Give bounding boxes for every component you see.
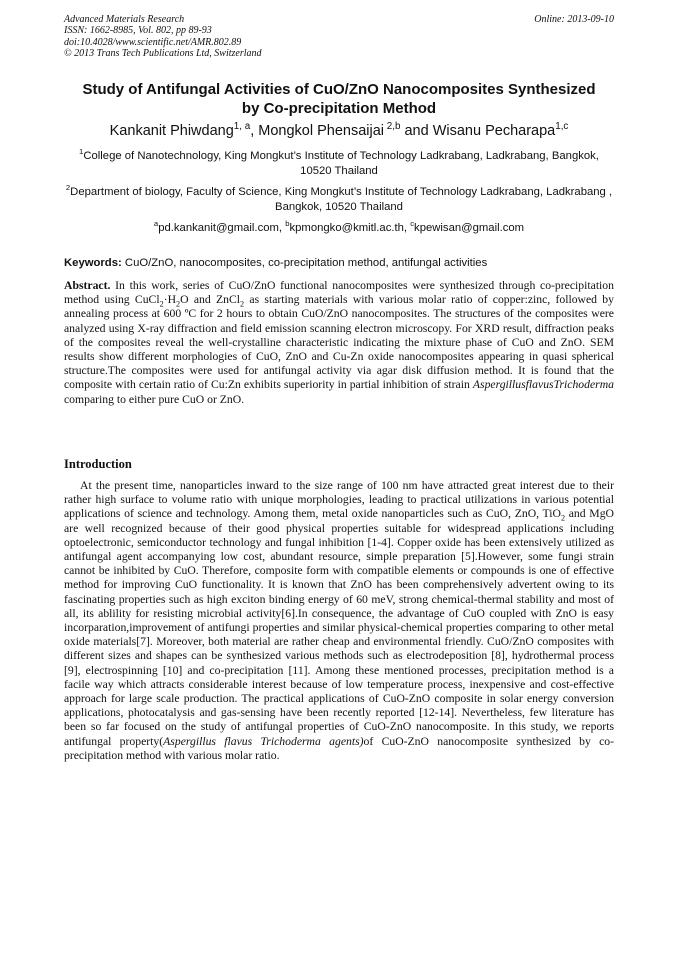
affiliation-1-text: College of Nanotechnology, King Mongkut’s Institute of Technology Ladkrabang, Ladkrabang, Bangkok, 10520 Thailand	[83, 150, 599, 177]
keywords	[64, 256, 614, 270]
email-c-mark: c	[410, 219, 415, 229]
email-separator: ,	[403, 222, 411, 234]
intro-text: and MgO are well recognized because of their good physical properties suitable for widespread applications including optoelectronic, semiconductor technology and fungal inhibition [1-4]. Copper oxide has been extensively utilized as antifungal agent accompanying low cost, abundant resource, simple preparation [5].However, some fungi strain cannot be inhibited by CuO. Therefore, composite form with compatible elements or compounds is one of effective method for improving CuO functionality. It is known that ZnO has been comprehensively advertent owing to its fascinating properties such as high exciton binding energy of 60 meV, strong chemical-thermal stability and most of all, its ablility for resisting microbial activity[6].In consequence, the advantage of CuO coupled with ZnO is easy incorparation,improvement of antifungi properties and similar physical-chemical properties comparing to other metal oxide materials[7]. Moreover, both material are rather cheap and environmental friendly. CuO/ZnO composites with different sizes and shapes can be synthesized various methods such as electrodeposition [8], hydrothermal process [9], electrospinning [10] and co-precipitation [11]. Among these mentioned processes, precipitation method is a facile way which attracts considerable interest because of low temperature process, inexpensive and cost-effective approach for large scale production. The practical applications of CuO-ZnO composite in solar energy conversion applications, photocatalysis and gas-sensing have been recently reported [12-14]. Nevertheless, few literature has been so far focused on the study of antifungal properties of CuO-ZnO nanocomposite. In this study, we reports antifungal property(	[64, 507, 614, 748]
email-c[interactable]: kpewisan@gmail.com	[414, 222, 525, 234]
affiliation-1	[64, 149, 614, 179]
journal-header	[64, 14, 262, 60]
subscript: 2	[159, 299, 164, 309]
abstract-text: comparing to either pure CuO or ZnO.	[64, 392, 245, 406]
email-a[interactable]: pd.kankanit@gmail.com	[158, 222, 279, 234]
journal-copyright: © 2013 Trans Tech Publications Ltd, Switzerland	[64, 48, 262, 60]
section-heading-introduction: Introduction	[64, 457, 132, 471]
abstract	[64, 279, 614, 407]
author-1: Kankanit Phiwdang	[109, 123, 234, 139]
paper-title	[50, 80, 628, 118]
affiliation-2	[64, 185, 614, 215]
abstract-text: O and ZnCl	[180, 293, 241, 307]
journal-issn: ISSN: 1662-8985, Vol. 802, pp 89-93	[64, 25, 212, 37]
journal-name: Advanced Materials Research	[64, 14, 185, 25]
keywords-text: CuO/ZnO, nanocomposites, co-precipitation method, antifungal activities	[121, 257, 488, 269]
email-a-mark: a	[153, 219, 159, 229]
species-name: AspergillusflavusTrichoderma	[472, 378, 614, 392]
abstract-text: In this work, series of CuO/ZnO functional nanocomposites were synthesized through co-precipitation method using CuCl	[64, 279, 614, 307]
subscript: 2	[560, 513, 566, 523]
author-list	[50, 122, 628, 140]
subscript: 2	[240, 299, 245, 309]
abstract-text: as starting materials with various molar ratio of copper:zinc, followed by annealing process at 600 ºC for 2 hours to obtain CuO/ZnO nanocomposites. The structures of the composites were analyzed using X-ray diffraction and field emission scanning electron microscopy. For XRD result, diffraction peaks of the composites reveal the well-crystalline characteristic indicating the mixture phase of CuO and ZnO. SEM results show different morphologies of CuO, ZnO and Cu-Zn oxide nanocomposites appearing in quasi spherical structure.The composites were used for antifungal activity via agar disk diffusion method. It is found that the composite with certain ratio of Cu:Zn exhibits superiority in partial inhibition of strain	[64, 293, 614, 392]
author-separator: and	[400, 123, 433, 139]
author-1-affil: 1, a	[233, 121, 251, 133]
email-b[interactable]: kpmongko@kmitl.ac.th	[289, 222, 404, 234]
affiliation-1-mark: 1	[79, 147, 84, 157]
abstract-label: Abstract.	[64, 279, 111, 292]
email-list	[64, 221, 614, 235]
author-2-affil: 2,b	[384, 121, 401, 133]
keywords-label: Keywords:	[64, 257, 122, 269]
subscript: 2	[176, 299, 181, 309]
title-line-2: by Co-precipitation Method	[241, 100, 437, 117]
author-separator: ,	[250, 123, 259, 139]
author-2: Mongkol Phensaijai	[258, 123, 385, 139]
title-line-1: Study of Antifungal Activities of CuO/ZnO Nanocomposites Synthesized	[82, 81, 596, 98]
intro-text: At the present time, nanoparticles inward to the size range of 100 nm have attracted great interest due to their rather high surface to volume ratio with unique morphologies, leading to practical utilizations in various potential applications of science and technology. Among them, metal oxide nanoparticles such as CuO, ZnO, TiO	[64, 479, 614, 521]
email-separator: ,	[278, 222, 286, 234]
affiliation-2-text: Department of biology, Faculty of Science, King Mongkut’s Institute of Technology Ladkrabang, Ladkrabang , Bangkok, 10520 Thailand	[70, 186, 613, 213]
species-name: Aspergillus flavus Trichoderma agents)	[163, 734, 364, 748]
author-3: Wisanu Pecharapa	[432, 123, 556, 139]
abstract-text: ·H	[163, 293, 177, 307]
author-3-affil: 1,c	[555, 121, 569, 133]
intro-text: of CuO-ZnO nanocomposite synthesized by co-precipitation method with various molar ratio.	[64, 734, 614, 762]
email-b-mark: b	[285, 219, 290, 229]
online-date: Online: 2013-09-10	[534, 14, 614, 25]
introduction-paragraph	[64, 479, 614, 763]
journal-doi[interactable]: doi:10.4028/www.scientific.net/AMR.802.89	[64, 36, 242, 48]
affiliation-2-mark: 2	[65, 183, 71, 193]
